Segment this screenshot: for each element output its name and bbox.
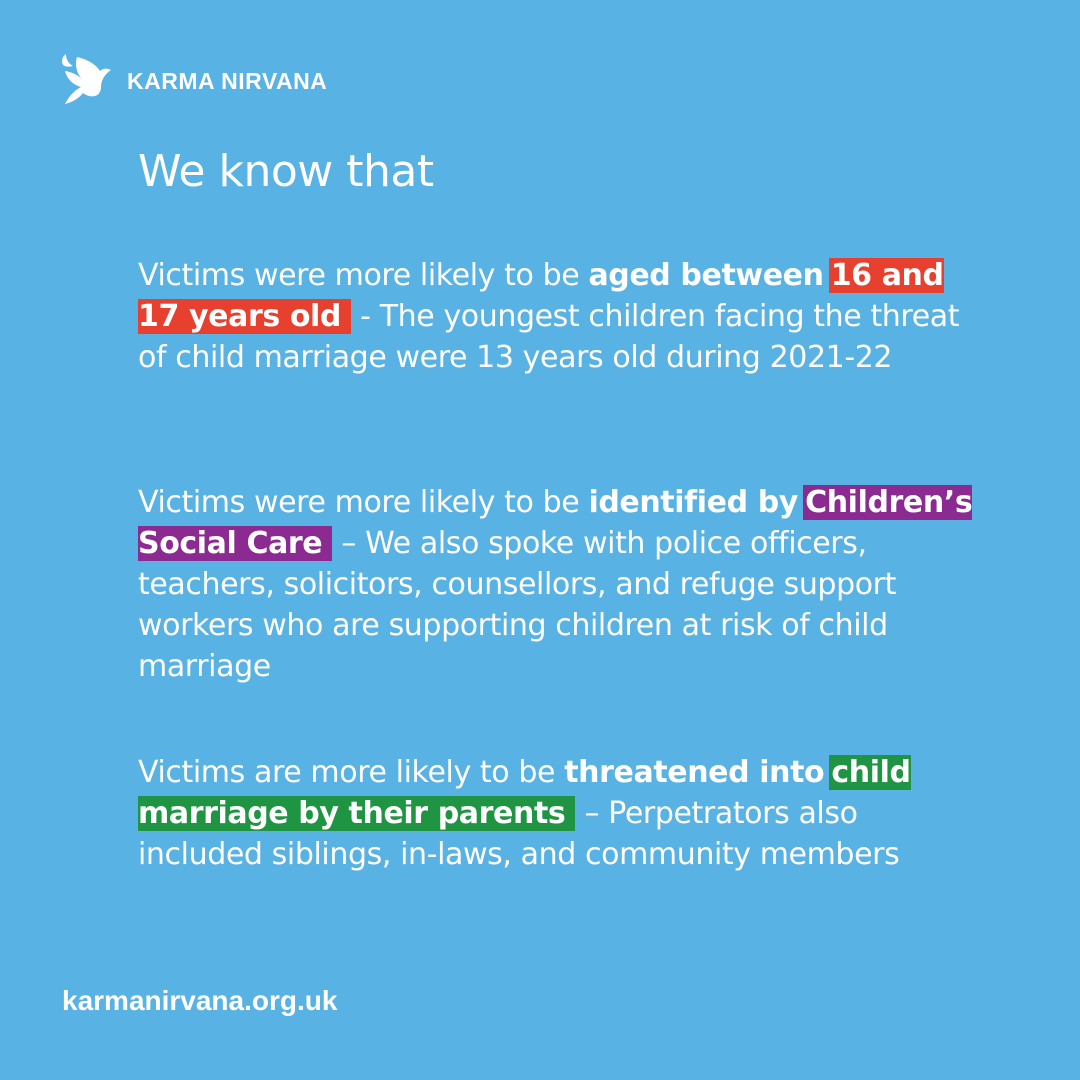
website-url: karmanirvana.org.uk: [62, 985, 338, 1016]
fact-rest: – Perpetrators also included siblings, in-laws, and community members: [138, 796, 900, 872]
fact-lead: Victims are more likely to be: [138, 755, 565, 790]
fact-bold: identified by: [588, 485, 798, 520]
fact-highlight-purple: Children’s Social Care: [138, 485, 973, 561]
fact-rest: – We also spoke with police officers, teachers, solicitors, counsellors, and refuge support workers who are supporting children at risk of child marriage: [138, 526, 896, 684]
fact-paragraph-age: [138, 255, 988, 378]
fact-bold: threatened into: [564, 755, 825, 790]
brand-logo: [57, 52, 327, 110]
fact-paragraph-identified: [138, 482, 988, 687]
dove-icon: [57, 52, 113, 110]
fact-lead: Victims were more likely to be: [138, 258, 589, 293]
fact-highlight-red: 16 and 17 years old: [138, 258, 944, 334]
fact-highlight-green: child marriage by their parents: [138, 755, 911, 831]
fact-paragraph-perpetrators: [138, 752, 988, 875]
brand-name: KARMA NIRVANA: [127, 67, 328, 94]
fact-bold: aged between: [588, 258, 824, 293]
page-title: We know that: [138, 146, 434, 197]
fact-lead: Victims were more likely to be: [138, 485, 589, 520]
fact-rest: - The youngest children facing the threat of child marriage were 13 years old during 2021-22: [138, 299, 960, 375]
